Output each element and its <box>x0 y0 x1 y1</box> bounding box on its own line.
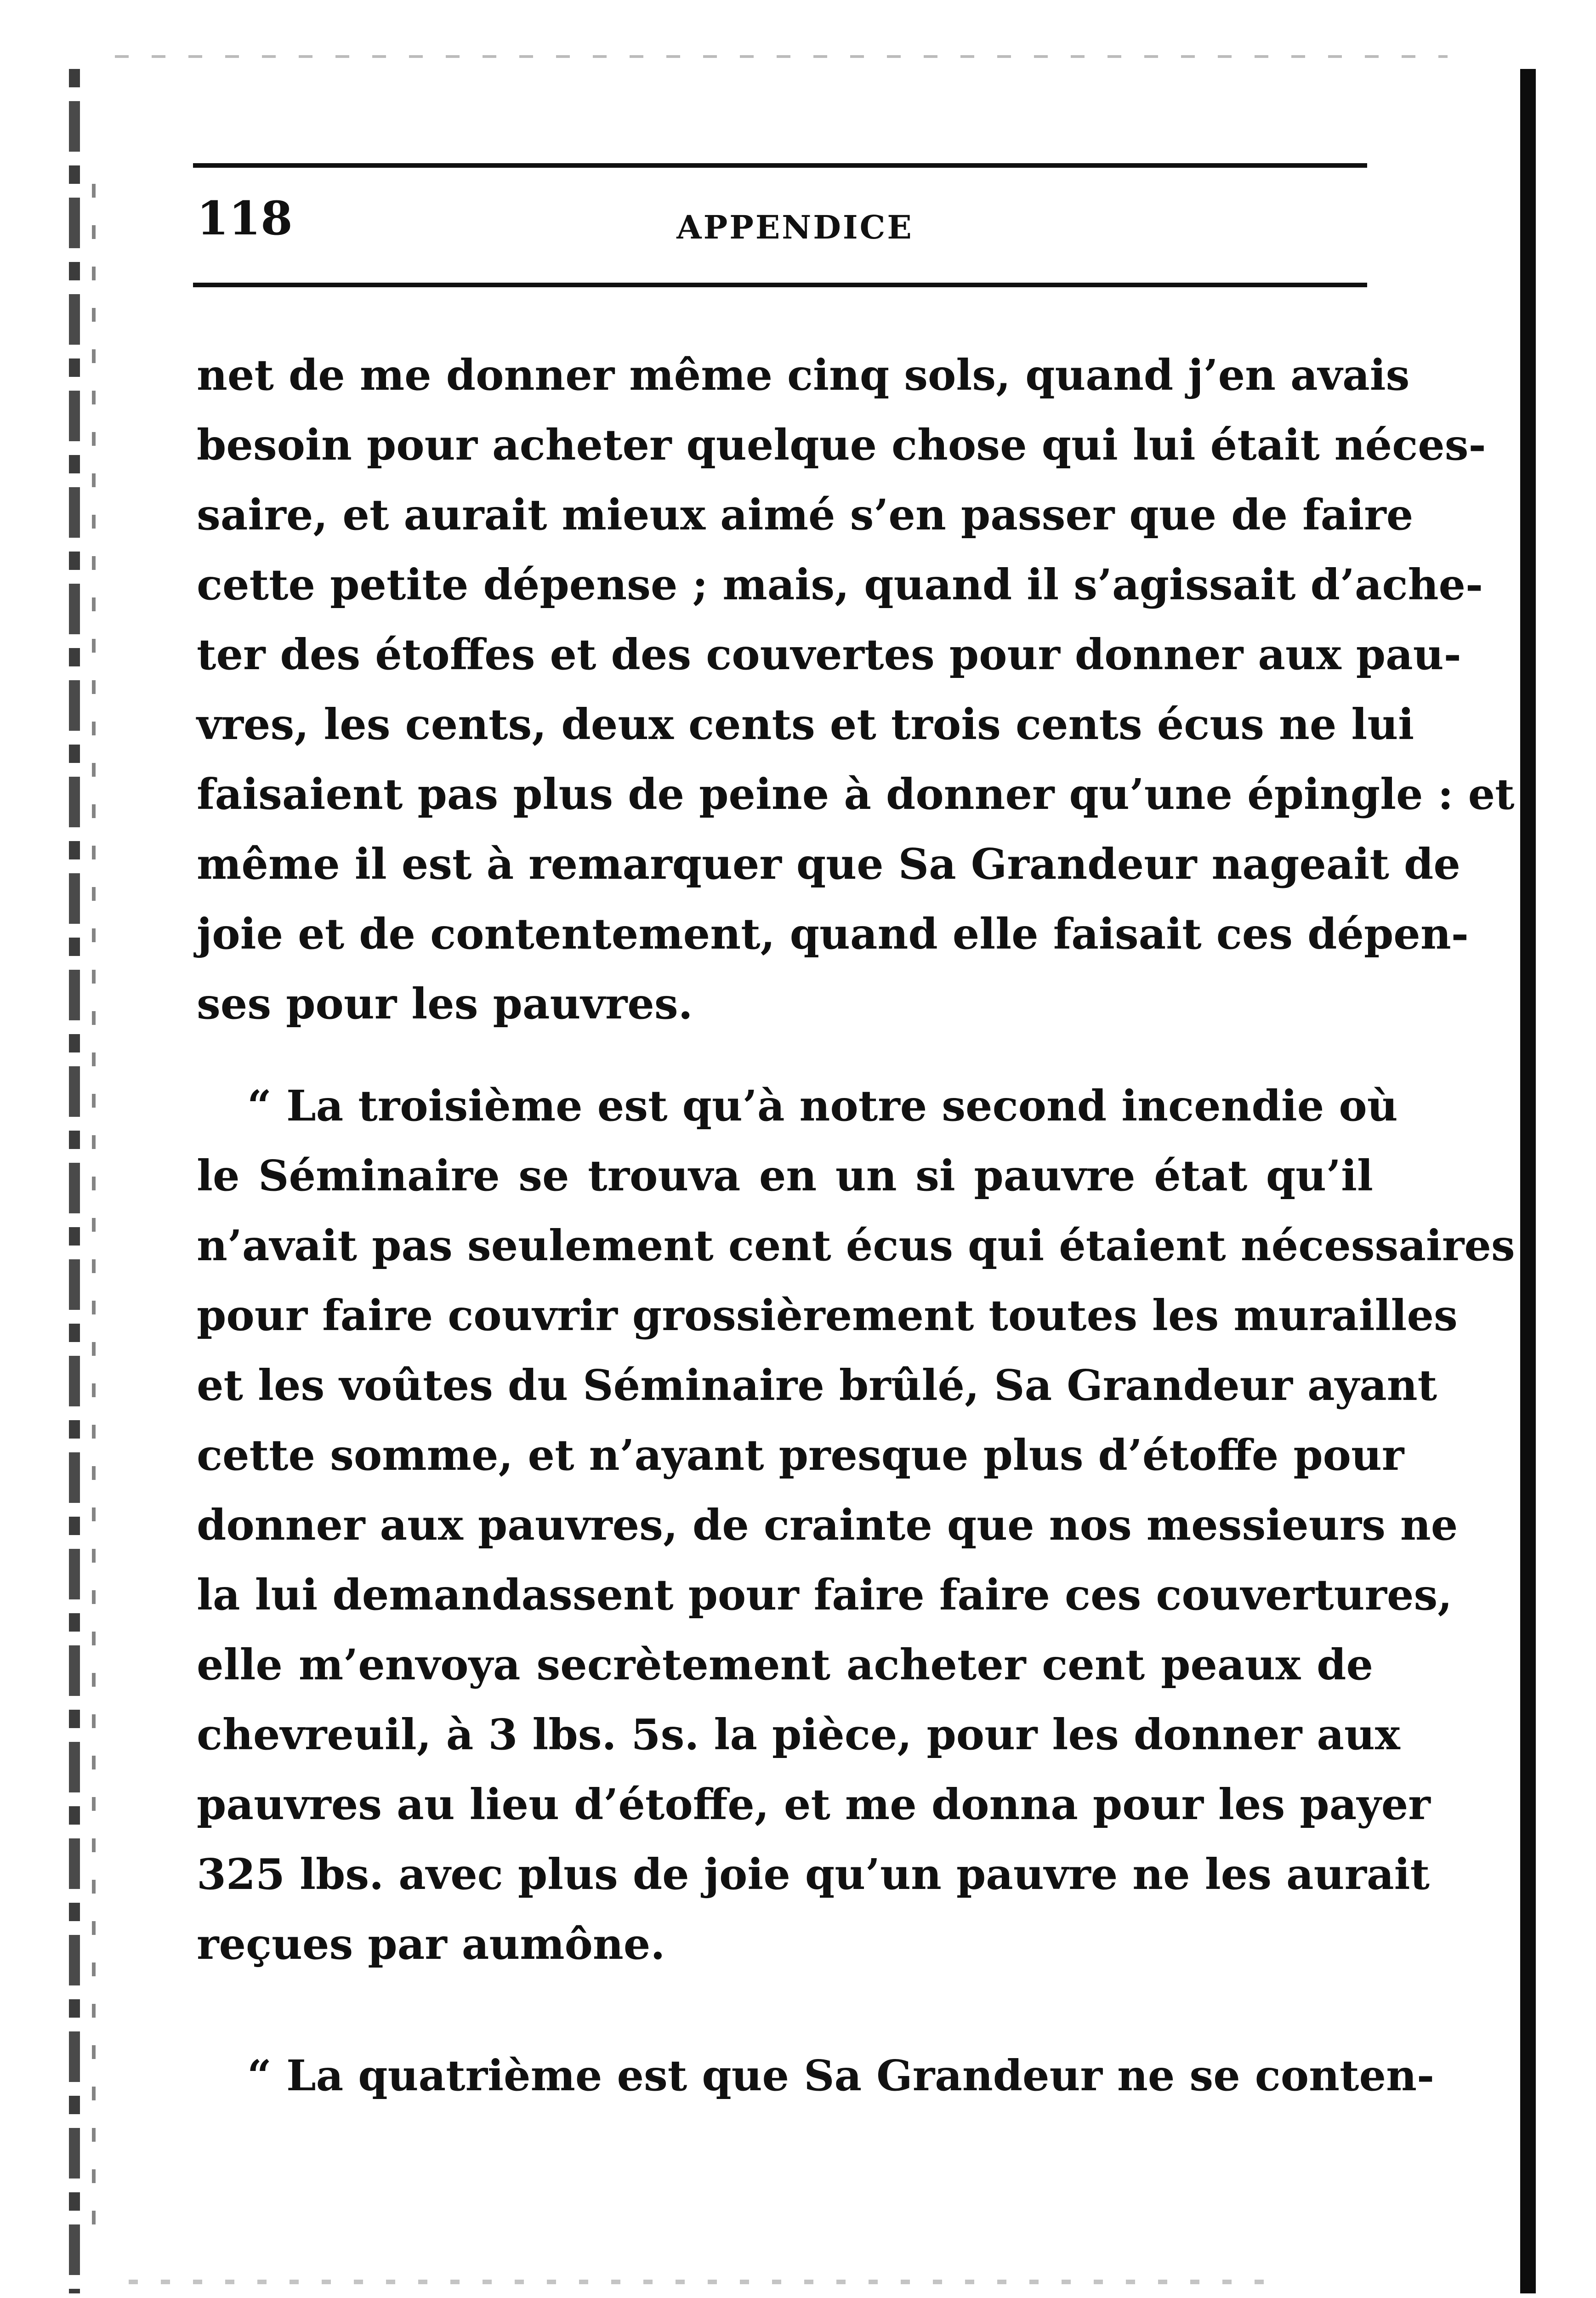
text-line: donner aux pauvres, de crainte que nos messieurs ne <box>197 1500 1458 1550</box>
text-line: n’avait pas seulement cent écus qui étaient nécessaires <box>197 1221 1515 1270</box>
text-line: et les voûtes du Séminaire brûlé, Sa Grandeur ayant <box>197 1360 1437 1410</box>
right-page-edge <box>1520 69 1536 2293</box>
text-line: besoin pour acheter quelque chose qui lui était néces- <box>197 420 1486 470</box>
text-line: le Séminaire se trouva en un si pauvre état qu’il <box>197 1151 1373 1200</box>
text-line: “ La quatrième est que Sa Grandeur ne se conten- <box>247 2051 1435 2100</box>
text-line: elle m’envoya secrètement acheter cent peaux de <box>197 1640 1373 1689</box>
page-number: 118 <box>197 191 293 245</box>
text-line: la lui demandassent pour faire faire ces couvertures, <box>197 1570 1453 1620</box>
text-line: pour faire couvrir grossièrement toutes les murailles <box>197 1291 1458 1340</box>
text-line: “ La troisième est qu’à notre second incendie où <box>247 1081 1398 1131</box>
text-line: cette petite dépense ; mais, quand il s’agissait d’ache- <box>197 560 1483 609</box>
running-title: APPENDICE <box>676 208 914 246</box>
text-line: chevreuil, à 3 lbs. 5s. la pièce, pour les donner aux <box>197 1710 1400 1759</box>
text-line: 325 lbs. avec plus de joie qu’un pauvre ne les aurait <box>197 1849 1430 1899</box>
top-scan-noise <box>115 55 1448 58</box>
text-line: vres, les cents, deux cents et trois cents écus ne lui <box>197 700 1414 749</box>
text-line: reçues par aumône. <box>197 1919 665 1969</box>
left-binding-specks <box>92 184 96 2252</box>
text-line: ses pour les pauvres. <box>197 979 693 1029</box>
bottom-scan-noise <box>129 2280 1278 2284</box>
header-rule-bottom <box>193 283 1367 287</box>
text-line: cette somme, et n’ayant presque plus d’étoffe pour <box>197 1430 1404 1480</box>
text-line: même il est à remarquer que Sa Grandeur nageait de <box>197 839 1460 889</box>
text-line: pauvres au lieu d’étoffe, et me donna pour les payer <box>197 1780 1431 1829</box>
text-line: ter des étoffes et des couvertes pour donner aux pau- <box>197 630 1461 679</box>
paragraph-troisieme <box>197 1071 1515 1979</box>
paragraph-quatrieme <box>197 2041 1435 2110</box>
text-line: faisaient pas plus de peine à donner qu’une épingle : et <box>197 769 1515 819</box>
header-rule-top <box>193 163 1367 168</box>
left-binding-shadow <box>69 69 80 2293</box>
text-line: net de me donner même cinq sols, quand j’en avais <box>197 350 1410 400</box>
text-line: joie et de contentement, quand elle faisait ces dépen- <box>197 909 1469 959</box>
text-line: saire, et aurait mieux aimé s’en passer que de faire <box>197 490 1414 540</box>
paragraph-continuation <box>197 340 1515 1039</box>
